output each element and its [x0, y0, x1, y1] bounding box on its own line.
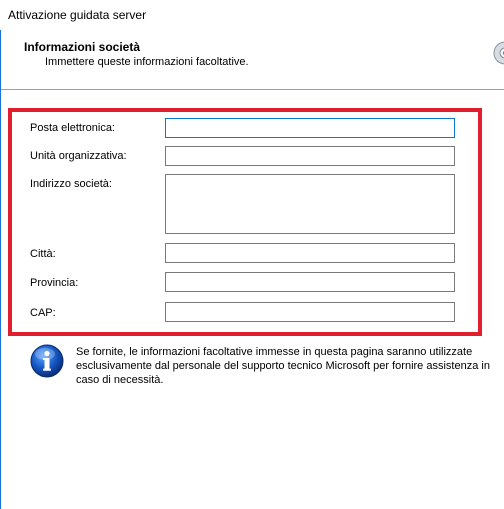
window-left-border [0, 30, 1, 509]
company-address-label: Indirizzo società: [30, 178, 112, 190]
city-label: Città: [30, 248, 56, 260]
info-text: Se fornite, le informazioni facoltative immesse in questa pagina saranno utilizzate esclusivamente dal personale del supporto tecnico Microsoft per fornire assistenza in caso di necessità. [76, 346, 490, 386]
wizard-disc-icon [493, 38, 504, 68]
organizational-unit-label: Unità organizzativa: [30, 150, 127, 162]
province-label: Provincia: [30, 277, 79, 289]
info-icon [30, 344, 64, 378]
organizational-unit-field[interactable] [165, 146, 455, 166]
zip-label: CAP: [30, 307, 56, 319]
page-subtitle: Immettere queste informazioni facoltative. [45, 56, 249, 68]
zip-field[interactable] [165, 302, 455, 322]
window-title: Attivazione guidata server [8, 8, 147, 22]
title-bar [0, 0, 504, 30]
header-separator [1, 89, 504, 90]
city-field[interactable] [165, 243, 455, 263]
email-field[interactable] [165, 118, 455, 138]
province-field[interactable] [165, 272, 455, 292]
company-address-field[interactable] [165, 174, 455, 234]
page-title: Informazioni società [24, 40, 141, 54]
email-label: Posta elettronica: [30, 122, 115, 134]
